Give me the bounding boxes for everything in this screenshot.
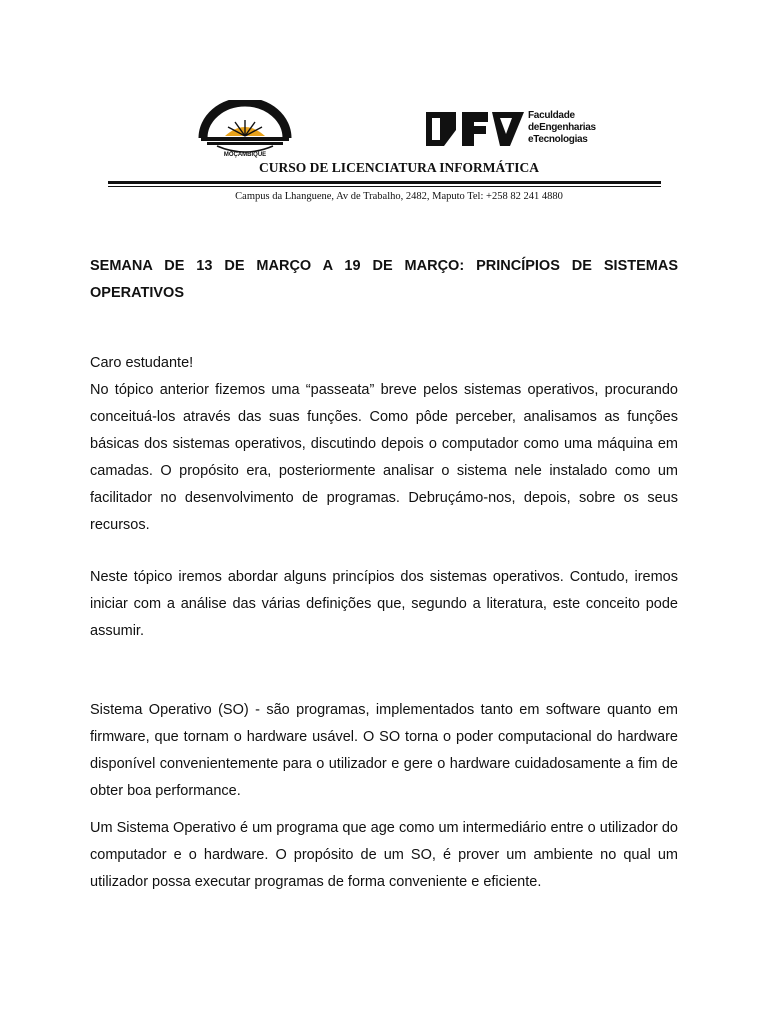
paragraph-1: No tópico anterior fizemos uma “passeata” breve pelos sistemas operativos, procurando conceituá-los através das suas funções. Como pôde perceber, analisamos as funções básicas dos sistemas operativos, discutindo depois o computador como uma máquina em camadas. O propósito era, posteriormente analisar o sistema nele instalado como um facilitador no desenvolvimento de programas. Debruçámo-nos, depois, sobre os seus recursos.	[90, 382, 678, 533]
header-divider-thin	[108, 186, 661, 187]
document-heading: SEMANA DE 13 DE MARÇO A 19 DE MARÇO: PRINCÍPIOS DE SISTEMAS OPERATIVOS	[90, 258, 678, 301]
greeting: Caro estudante!	[90, 355, 194, 371]
header-divider	[108, 181, 661, 184]
faculty-name: Faculdade deEngenharias eTecnologias	[528, 110, 596, 145]
paragraph-3: Sistema Operativo (SO) - são programas, implementados tanto em software quanto em firmware, que tornam o hardware usável. O SO torna o poder computacional do hardware disponível convenientemente para o utilizador e gere o hardware cuidadosamente a fim de obter boa performance.	[90, 702, 678, 799]
paragraph-4: Um Sistema Operativo é um programa que age como um intermediário entre o utilizador do computador e o hardware. O propósito de um SO, é prover um ambiente no qual um utilizador possa executar programas de forma conveniente e eficiente.	[90, 820, 678, 890]
university-seal-logo	[195, 100, 295, 160]
campus-address: Campus da Lhanguene, Av de Trabalho, 2482, Maputo Tel: +258 82 241 4880	[235, 191, 563, 202]
fet-logo	[426, 110, 526, 148]
document-body	[90, 253, 678, 896]
paragraph-2: Neste tópico iremos abordar alguns princípios dos sistemas operativos. Contudo, iremos iniciar com a análise das várias definições que, segundo a literatura, este conceito pode assumir.	[90, 569, 678, 639]
letterhead	[0, 0, 768, 215]
course-title: CURSO DE LICENCIATURA INFORMÁTICA	[259, 160, 539, 175]
logo-caption: MOÇAMBIQUE	[223, 152, 267, 158]
